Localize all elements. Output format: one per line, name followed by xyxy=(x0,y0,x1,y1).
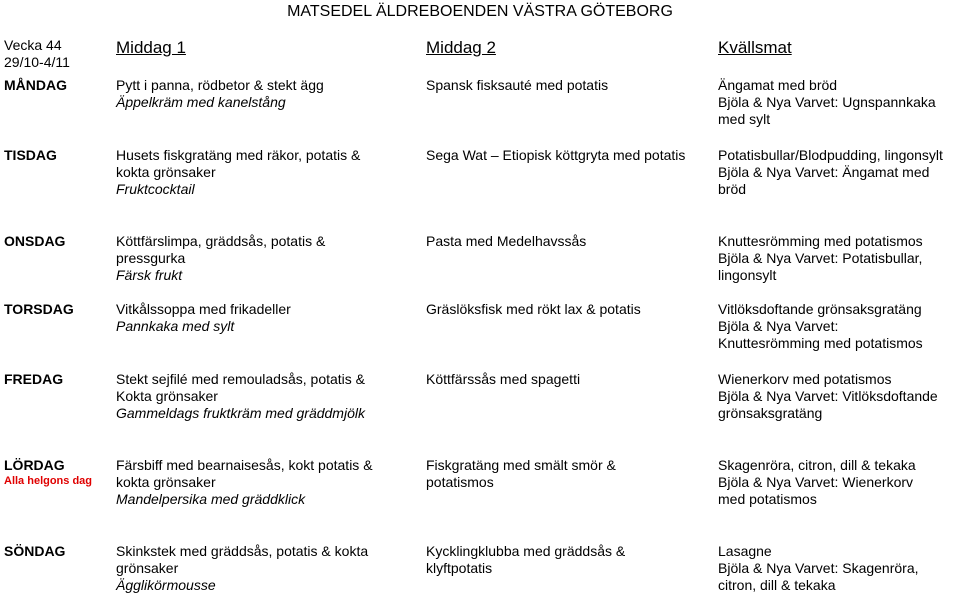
dish-line: Lasagne xyxy=(718,543,772,559)
middag-1-cell xyxy=(116,77,416,111)
dessert: Äppelkräm med kanelstång xyxy=(116,94,286,110)
dish-line: lingonsylt xyxy=(718,267,777,283)
dish-line: Vitkålssoppa med frikadeller xyxy=(116,301,291,317)
middag-2-cell xyxy=(426,77,706,94)
holiday-note: Alla helgons dag xyxy=(4,475,93,487)
dish-line: Sega Wat – Etiopisk köttgryta med potatis xyxy=(426,147,686,163)
week-dates: 29/10-4/11 xyxy=(4,54,70,70)
dish-line: Fiskgratäng med smält smör & xyxy=(426,457,616,473)
middag-1-cell xyxy=(116,233,416,284)
dish-line: bröd xyxy=(718,181,747,197)
middag-2-cell xyxy=(426,457,706,491)
kvallsmat-cell xyxy=(718,371,960,422)
kvallsmat-cell xyxy=(718,543,960,594)
dessert: Ägglikörmousse xyxy=(116,577,216,593)
kvallsmat-cell xyxy=(718,457,960,508)
day-label: TISDAG xyxy=(4,147,57,163)
day-label: TORSDAG xyxy=(4,301,74,317)
dish-line: Ängamat med bröd xyxy=(718,77,838,93)
header-middag-2: Middag 2 xyxy=(426,38,496,57)
dish-line: Bjöla & Nya Varvet: Ängamat med xyxy=(718,164,930,180)
dish-line: kokta grönsaker xyxy=(116,164,216,180)
kvallsmat-cell xyxy=(718,233,960,284)
dish-line: Bjöla & Nya Varvet: Skagenröra, xyxy=(718,560,919,576)
dish-line: citron, dill & tekaka xyxy=(718,577,836,593)
middag-2-cell xyxy=(426,543,706,577)
dish-line: Bjöla & Nya Varvet: Vitlöksdoftande xyxy=(718,388,938,404)
dish-line: Gräslöksfisk med rökt lax & potatis xyxy=(426,301,641,317)
dish-line: pressgurka xyxy=(116,250,186,266)
kvallsmat-cell xyxy=(718,301,960,352)
dish-line: Färsbiff med bearnaisesås, kokt potatis & xyxy=(116,457,373,473)
header-kvallsmat: Kvällsmat xyxy=(718,38,792,57)
dish-line: Vitlöksdoftande grönsaksgratäng xyxy=(718,301,922,317)
dish-line: grönsaksgratäng xyxy=(718,405,823,421)
week-label: Vecka 44 xyxy=(4,37,62,53)
dessert: Fruktcocktail xyxy=(116,181,195,197)
dish-line: Bjöla & Nya Varvet: Potatisbullar, xyxy=(718,250,923,266)
dish-line: Spansk fisksauté med potatis xyxy=(426,77,609,93)
dish-line: Bjöla & Nya Varvet: Ugnspannkaka xyxy=(718,94,936,110)
dish-line: Knuttesrömming med potatismos xyxy=(718,335,923,351)
page-title: MATSEDEL ÄLDREBOENDEN VÄSTRA GÖTEBORG xyxy=(287,3,673,20)
dish-line: Skagenröra, citron, dill & tekaka xyxy=(718,457,916,473)
dish-line: potatismos xyxy=(426,474,494,490)
dish-line: Köttfärssås med spagetti xyxy=(426,371,581,387)
dish-line: Pytt i panna, rödbetor & stekt ägg xyxy=(116,77,324,93)
kvallsmat-cell xyxy=(718,77,960,128)
dish-line: grönsaker xyxy=(116,560,179,576)
day-label: MÅNDAG xyxy=(4,77,67,93)
middag-2-cell xyxy=(426,371,706,388)
dessert: Färsk frukt xyxy=(116,267,183,283)
dish-line: Kokta grönsaker xyxy=(116,388,218,404)
dessert: Mandelpersika med gräddklick xyxy=(116,491,306,507)
dessert: Pannkaka med sylt xyxy=(116,318,235,334)
dish-line: kokta grönsaker xyxy=(116,474,216,490)
dish-line: Skinkstek med gräddsås, potatis & kokta xyxy=(116,543,369,559)
dish-line: Husets fiskgratäng med räkor, potatis & xyxy=(116,147,361,163)
dish-line: Bjöla & Nya Varvet: Wienerkorv xyxy=(718,474,914,490)
middag-2-cell xyxy=(426,233,706,250)
day-label: LÖRDAG Alla helgons dag xyxy=(4,457,93,487)
dish-line: Stekt sejfilé med remouladsås, potatis & xyxy=(116,371,366,387)
middag-1-cell xyxy=(116,147,416,198)
week-info xyxy=(4,37,70,71)
middag-2-cell xyxy=(426,147,706,164)
dish-line: Wienerkorv med potatismos xyxy=(718,371,892,387)
dish-line: med potatismos xyxy=(718,491,817,507)
day-label: FREDAG xyxy=(4,371,64,387)
dish-line: Bjöla & Nya Varvet: xyxy=(718,318,839,334)
middag-1-cell xyxy=(116,301,416,335)
header-middag-1: Middag 1 xyxy=(116,38,186,57)
dish-line: klyftpotatis xyxy=(426,560,493,576)
dish-line: Knuttesrömming med potatismos xyxy=(718,233,923,249)
dish-line: Kycklingklubba med gräddsås & xyxy=(426,543,626,559)
dessert: Gammeldags fruktkräm med gräddmjölk xyxy=(116,405,365,421)
dish-line: Köttfärslimpa, gräddsås, potatis & xyxy=(116,233,326,249)
kvallsmat-cell xyxy=(718,147,960,198)
middag-1-cell xyxy=(116,371,416,422)
dish-line: Potatisbullar/Blodpudding, lingonsylt xyxy=(718,147,943,163)
day-label: ONSDAG xyxy=(4,233,66,249)
middag-1-cell xyxy=(116,457,416,508)
dish-line: Pasta med Medelhavssås xyxy=(426,233,587,249)
dish-line: med sylt xyxy=(718,111,771,127)
middag-1-cell xyxy=(116,543,416,594)
middag-2-cell xyxy=(426,301,706,318)
day-label: SÖNDAG xyxy=(4,543,66,559)
